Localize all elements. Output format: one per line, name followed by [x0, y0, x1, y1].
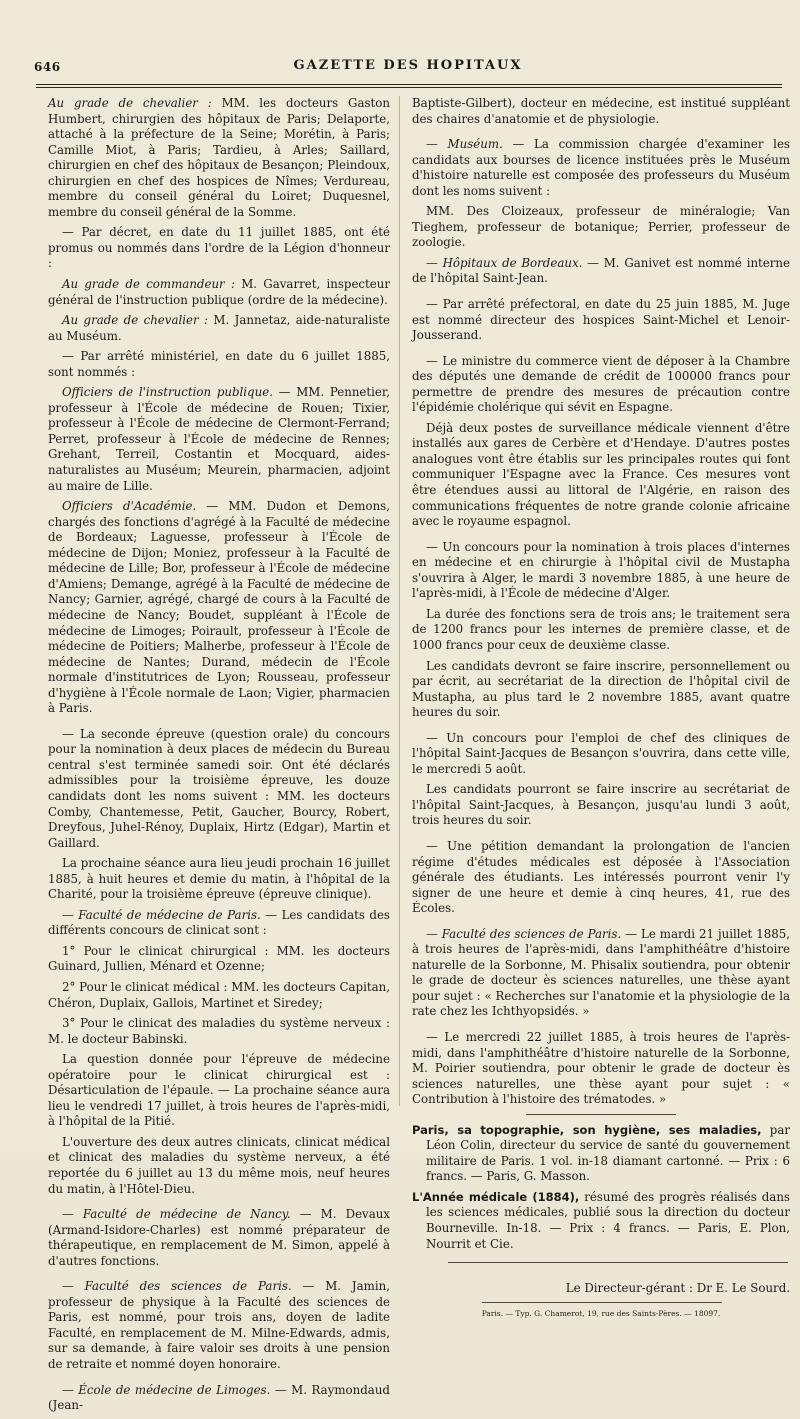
paragraph-text: Les candidats pourront se faire inscrire au secrétariat de l'hôpital Saint-Jacques, à Besançon, jusqu'au lundi 3 août, trois heures du soir. — [412, 782, 790, 828]
paragraph-text: — MM. Dudon et Demons, chargés des fonctions d'agrégé à la Faculté de médecine de Bordeaux; Laguesse, professeur à l'École de médecine de Dijon; Moniez, professeur à la Faculté de médecine de Lille; Bor, professeur à l'École de médecine d'Amiens; Demange, agrégé à la Faculté de médecine de Nancy; Garnier, agrégé, chargé de cours à la Faculté de médecine de Nancy; Boudet, suppléant à l'École de médecine de Limoges; Poirault, professeur à l'École de médecine de Poitiers; Malherbe, professeur à l'École de médecine de Nantes; Durand, médecin de l'École normale d'institutrices de Lyon; Rousseau, professeur d'hygiène à l'École normale de Laon; Vigier, pharmacien à Paris. — [48, 499, 390, 716]
paragraph-text: — La seconde épreuve (question orale) du concours pour la nomination à deux places de médecin du Bureau central s'est terminée samedi soir. Ont été déclarés admissibles pour la troisième épreuve, les douze candidats dont les noms suivent : MM. les docteurs Comby, Chantemesse, Petit, Gaucher, Bourcy, Robert, Dreyfous, Juhel-Rénoy, Duplaix, Hirtz (Edgar), Martin et Gaillard. — [48, 726, 390, 850]
paragraph-text: — Les candidats des différents concours de clinicat sont : — [48, 907, 390, 938]
news-paragraph — [48, 385, 390, 494]
news-paragraph — [48, 1207, 390, 1269]
news-paragraph — [412, 137, 790, 199]
paragraph-text: Déjà deux postes de surveillance médicale viennent d'être installés aux gares de Cerbère et d'Hendaye. D'autres postes analogues vont être établis sur les principales routes qui font communiquer l'Espagne avec la France. Ces mesures vont être étendues aussi au littoral de l'Algérie, en raison des communications fréquentes de notre grande colonie africaine avec le royaume espagnol. — [412, 420, 790, 529]
paragraph-text: — Un concours pour l'emploi de chef des cliniques de l'hôpital Saint-Jacques de Besançon s'ouvrira, dans cette ville, le mercredi 5 août. — [412, 730, 790, 776]
bibliography-entry — [412, 1123, 790, 1185]
paragraph-lead: — Faculté de médecine de Paris. — [62, 907, 261, 922]
news-paragraph — [48, 277, 390, 308]
paragraph-text: MM. les docteurs Gaston Humbert, chirurgien des hôpitaux de Paris; Delaporte, attaché à la préfecture de la Seine; Morétin, à Paris; Camille Miot, à Paris; Tardieu, à Arles; Saillard, chirurgien en chef des hôpitaux de Besançon; Pleindoux, chirurgien en chef des hospices de Nîmes; Verdureau, membre du conseil général du Loiret; Duquesnel, membre du conseil général de la Somme. — [48, 96, 390, 219]
bibliography-entry — [412, 1190, 790, 1252]
paragraph-text: — Une pétition demandant la prolongation de l'ancien régime d'études médicales est déposée à l'Association générale des étudiants. Les intéressés pourront venir l'y signer de une heure et demie à cinq heures, 41, rue des Écoles. — [412, 838, 790, 916]
paragraph-text: — Par arrêté préfectoral, en date du 25 juin 1885, M. Juge est nommé directeur des hospices Saint-Michel et Lenoir-Jousserand. — [412, 297, 790, 343]
paragraph-text: 1° Pour le clinicat chirurgical : MM. les docteurs Guinard, Jullien, Ménard et Ozenne; — [48, 943, 390, 974]
paragraph-text: La durée des fonctions sera de trois ans; le traitement sera de 1200 francs pour les internes de première classe, et de 1000 francs pour ceux de deuxième classe. — [412, 606, 790, 652]
footer-rule — [448, 1262, 788, 1263]
right-column — [412, 96, 790, 1324]
paragraph-text: Baptiste-Gilbert), docteur en médecine, est institué suppléant des chaires d'anatomie et de physiologie. — [412, 96, 790, 126]
news-paragraph — [412, 1030, 790, 1108]
news-paragraph — [48, 856, 390, 903]
news-paragraph — [48, 944, 390, 975]
news-paragraph — [412, 297, 790, 344]
paragraph-text: — MM. Pennetier, professeur à l'École de médecine de Rouen; Tixier, professeur à l'École de médecine de Clermont-Ferrand; Perret, professeur à l'École de médecine de Rennes; Grehant, Terreil, Costantin et Mocquard, aides-naturalistes au Muséum; Meurein, pharmacien, adjoint au maire de Lille. — [48, 385, 390, 493]
journal-title: GAZETTE DES HOPITAUX — [293, 58, 523, 73]
news-paragraph — [412, 540, 790, 602]
news-paragraph — [48, 1135, 390, 1197]
paragraph-lead: Officiers de l'instruction publique. — [62, 385, 273, 400]
paragraph-text: — M. Devaux (Armand-Isidore-Charles) est nommé préparateur de thérapeutique, en remplacement de M. Simon, appelé à d'autres fonctions. — [48, 1207, 391, 1268]
editor-signature: Le Directeur-gérant : Dr E. Le Sourd. — [565, 1281, 790, 1296]
page-header — [34, 56, 782, 86]
paragraph-lead: — Faculté des sciences de Paris. — [426, 926, 622, 941]
column-divider — [399, 96, 400, 1106]
header-rule-double — [36, 87, 782, 88]
paragraph-text: M. Jannetaz, aide-naturaliste au Muséum. — [48, 313, 390, 343]
paragraph-text: 3° Pour le clinicat des maladies du système nerveux : M. le docteur Babinski. — [48, 1016, 390, 1046]
paragraph-text: — Le mercredi 22 juillet 1885, à trois heures de l'après-midi, dans l'amphithéâtre d'histoire naturelle de la Sorbonne, M. Poirier soutiendra, pour obtenir le grade de docteur ès sciences naturelles, une thèse ayant pour sujet : « Contribution à l'histoire des trématodes. » — [412, 1029, 790, 1107]
bibliography-details: par Léon Colin, directeur du service de santé du gouvernement militaire de Paris. 1 vol. in-18 diamant cartonné. — Prix : 6 francs. — Paris, G. Masson. — [426, 1122, 790, 1184]
news-paragraph — [412, 839, 790, 917]
paragraph-lead: Officiers d'Académie. — [62, 499, 197, 514]
news-paragraph — [48, 727, 390, 851]
left-column — [48, 96, 390, 1419]
news-paragraph — [48, 1383, 390, 1414]
news-paragraph — [48, 225, 390, 272]
footer-rule-short — [482, 1302, 722, 1303]
paragraph-text: — M. Jamin, professeur de physique à la Faculté des sciences de Paris, est nommé, pour trois ans, doyen de ladite Faculté, en remplacement de M. Milne-Edwards, admis, sur sa demande, à faire valoir ses droits à une pension de retraite et nommé doyen honoraire. — [48, 1279, 390, 1372]
paragraph-text: Les candidats devront se faire inscrire, personnellement ou par écrit, au secrétariat de la direction de l'hôpital civil de Mustapha, au plus tard le 2 novembre 1885, avant quatre heures du soir. — [412, 658, 790, 720]
news-paragraph — [412, 782, 790, 829]
news-paragraph — [48, 349, 390, 380]
news-paragraph — [412, 354, 790, 416]
news-paragraph — [48, 1052, 390, 1130]
news-paragraph — [48, 980, 390, 1011]
bibliography-details: résumé des progrès réalisés dans les sciences médicales, publié sous la direction du docteur Bourneville. In-18. — Prix : 4 francs. — Paris, E. Plon, Nourrit et Cie. — [426, 1189, 790, 1251]
paragraph-text: — Un concours pour la nomination à trois places d'internes en médecine et en chirurgie à l'hôpital civil de Mustapha s'ouvrira à Alger, le mardi 3 novembre 1885, à une heure de l'après-midi, à l'École de médecine d'Alger. — [412, 539, 790, 601]
paragraph-text: — M. Ganivet est nommé interne de l'hôpital Saint-Jean. — [412, 255, 791, 286]
paragraph-text: 2° Pour le clinicat médical : MM. les docteurs Capitan, Chéron, Duplaix, Gallois, Martinet et Siredey; — [48, 979, 390, 1010]
news-paragraph — [48, 313, 390, 344]
news-paragraph — [412, 256, 790, 287]
paragraph-lead: Au grade de chevalier : — [62, 313, 209, 328]
news-paragraph — [412, 659, 790, 721]
paragraph-lead: Au grade de chevalier : — [48, 96, 212, 110]
news-paragraph — [48, 499, 390, 717]
paragraph-text: — La commission chargée d'examiner les candidats aux bourses de licence instituées près le Muséum d'histoire naturelle est composée des professeurs du Muséum dont les noms suivent : — [412, 137, 790, 198]
paragraph-text: — Par décret, en date du 11 juillet 1885, ont été promus ou nommés dans l'ordre de la Légion d'honneur : — [48, 225, 390, 271]
paragraph-lead: — Hôpitaux de Bordeaux. — [426, 255, 583, 270]
news-paragraph — [412, 204, 790, 251]
news-paragraph — [48, 1016, 390, 1047]
news-paragraph — [48, 908, 390, 939]
news-paragraph — [48, 1279, 390, 1372]
bibliography-title: Paris, sa topographie, son hygiène, ses maladies, — [412, 1122, 762, 1137]
news-paragraph — [412, 421, 790, 530]
paragraph-text: L'ouverture des deux autres clinicats, clinicat médical et clinicat des maladies du système nerveux, a été reportée du 6 juillet au 13 du même mois, neuf heures du matin, à l'Hôtel-Dieu. — [48, 1134, 390, 1196]
page-number: 646 — [34, 60, 61, 74]
paragraph-lead: — Faculté de médecine de Nancy. — [62, 1207, 291, 1222]
paragraph-text: MM. Des Cloizeaux, professeur de minéralogie; Van Tieghem, professeur de botanique; Perrier, professeur de zoologie. — [412, 204, 790, 250]
paragraph-text: — Le ministre du commerce vient de déposer à la Chambre des députés une demande de crédit de 100000 francs pour permettre de prendre des mesures de précaution contre l'épidémie cholérique qui sévit en Espagne. — [412, 353, 790, 415]
paragraph-lead: Au grade de commandeur : — [62, 277, 235, 292]
news-paragraph — [412, 731, 790, 778]
printer-imprint: Paris. — Typ. G. Chamerot, 19, rue des Saints-Pères. — 18097. — [481, 1308, 721, 1318]
header-rule — [36, 84, 782, 85]
news-paragraph — [412, 927, 790, 1020]
news-paragraph — [48, 96, 390, 220]
paragraph-lead: — Faculté des sciences de Paris. — [62, 1279, 292, 1294]
bibliography-title: L'Année médicale (1884), — [412, 1189, 580, 1204]
paragraph-text: La prochaine séance aura lieu jeudi prochain 16 juillet 1885, à huit heures et demie du matin, à l'hôpital de la Charité, pour la troisième épreuve (épreuve clinique). — [48, 856, 390, 902]
paragraph-lead: — École de médecine de Limoges. — [62, 1382, 271, 1397]
paragraph-text: M. Gavarret, inspecteur général de l'instruction publique (ordre de la médecine). — [48, 277, 390, 307]
news-paragraph — [412, 96, 790, 127]
paragraph-text: — M. Raymondaud (Jean- — [48, 1382, 390, 1413]
paragraph-lead: — Muséum. — [426, 137, 503, 152]
paragraph-text: La question donnée pour l'épreuve de médecine opératoire pour le clinicat chirurgical est : Désarticulation de l'épaule. — La prochaine séance aura lieu le vendredi 17 juillet, à trois heures de l'après-midi, à l'hôpital de la Pitié. — [48, 1052, 390, 1129]
paragraph-text: — Par arrêté ministériel, en date du 6 juillet 1885, sont nommés : — [48, 349, 390, 379]
paragraph-text: — Le mardi 21 juillet 1885, à trois heures de l'après-midi, dans l'amphithéâtre d'histoire naturelle de la Sorbonne, M. Phisalix soutiendra, pour obtenir le grade de docteur ès sciences naturelles, une thèse ayant pour sujet : « Recherches sur l'anatomie et la physiologie de la rate chez les Ichthyopsidés. » — [412, 926, 790, 1019]
news-paragraph — [412, 607, 790, 654]
section-separator — [526, 1114, 676, 1115]
